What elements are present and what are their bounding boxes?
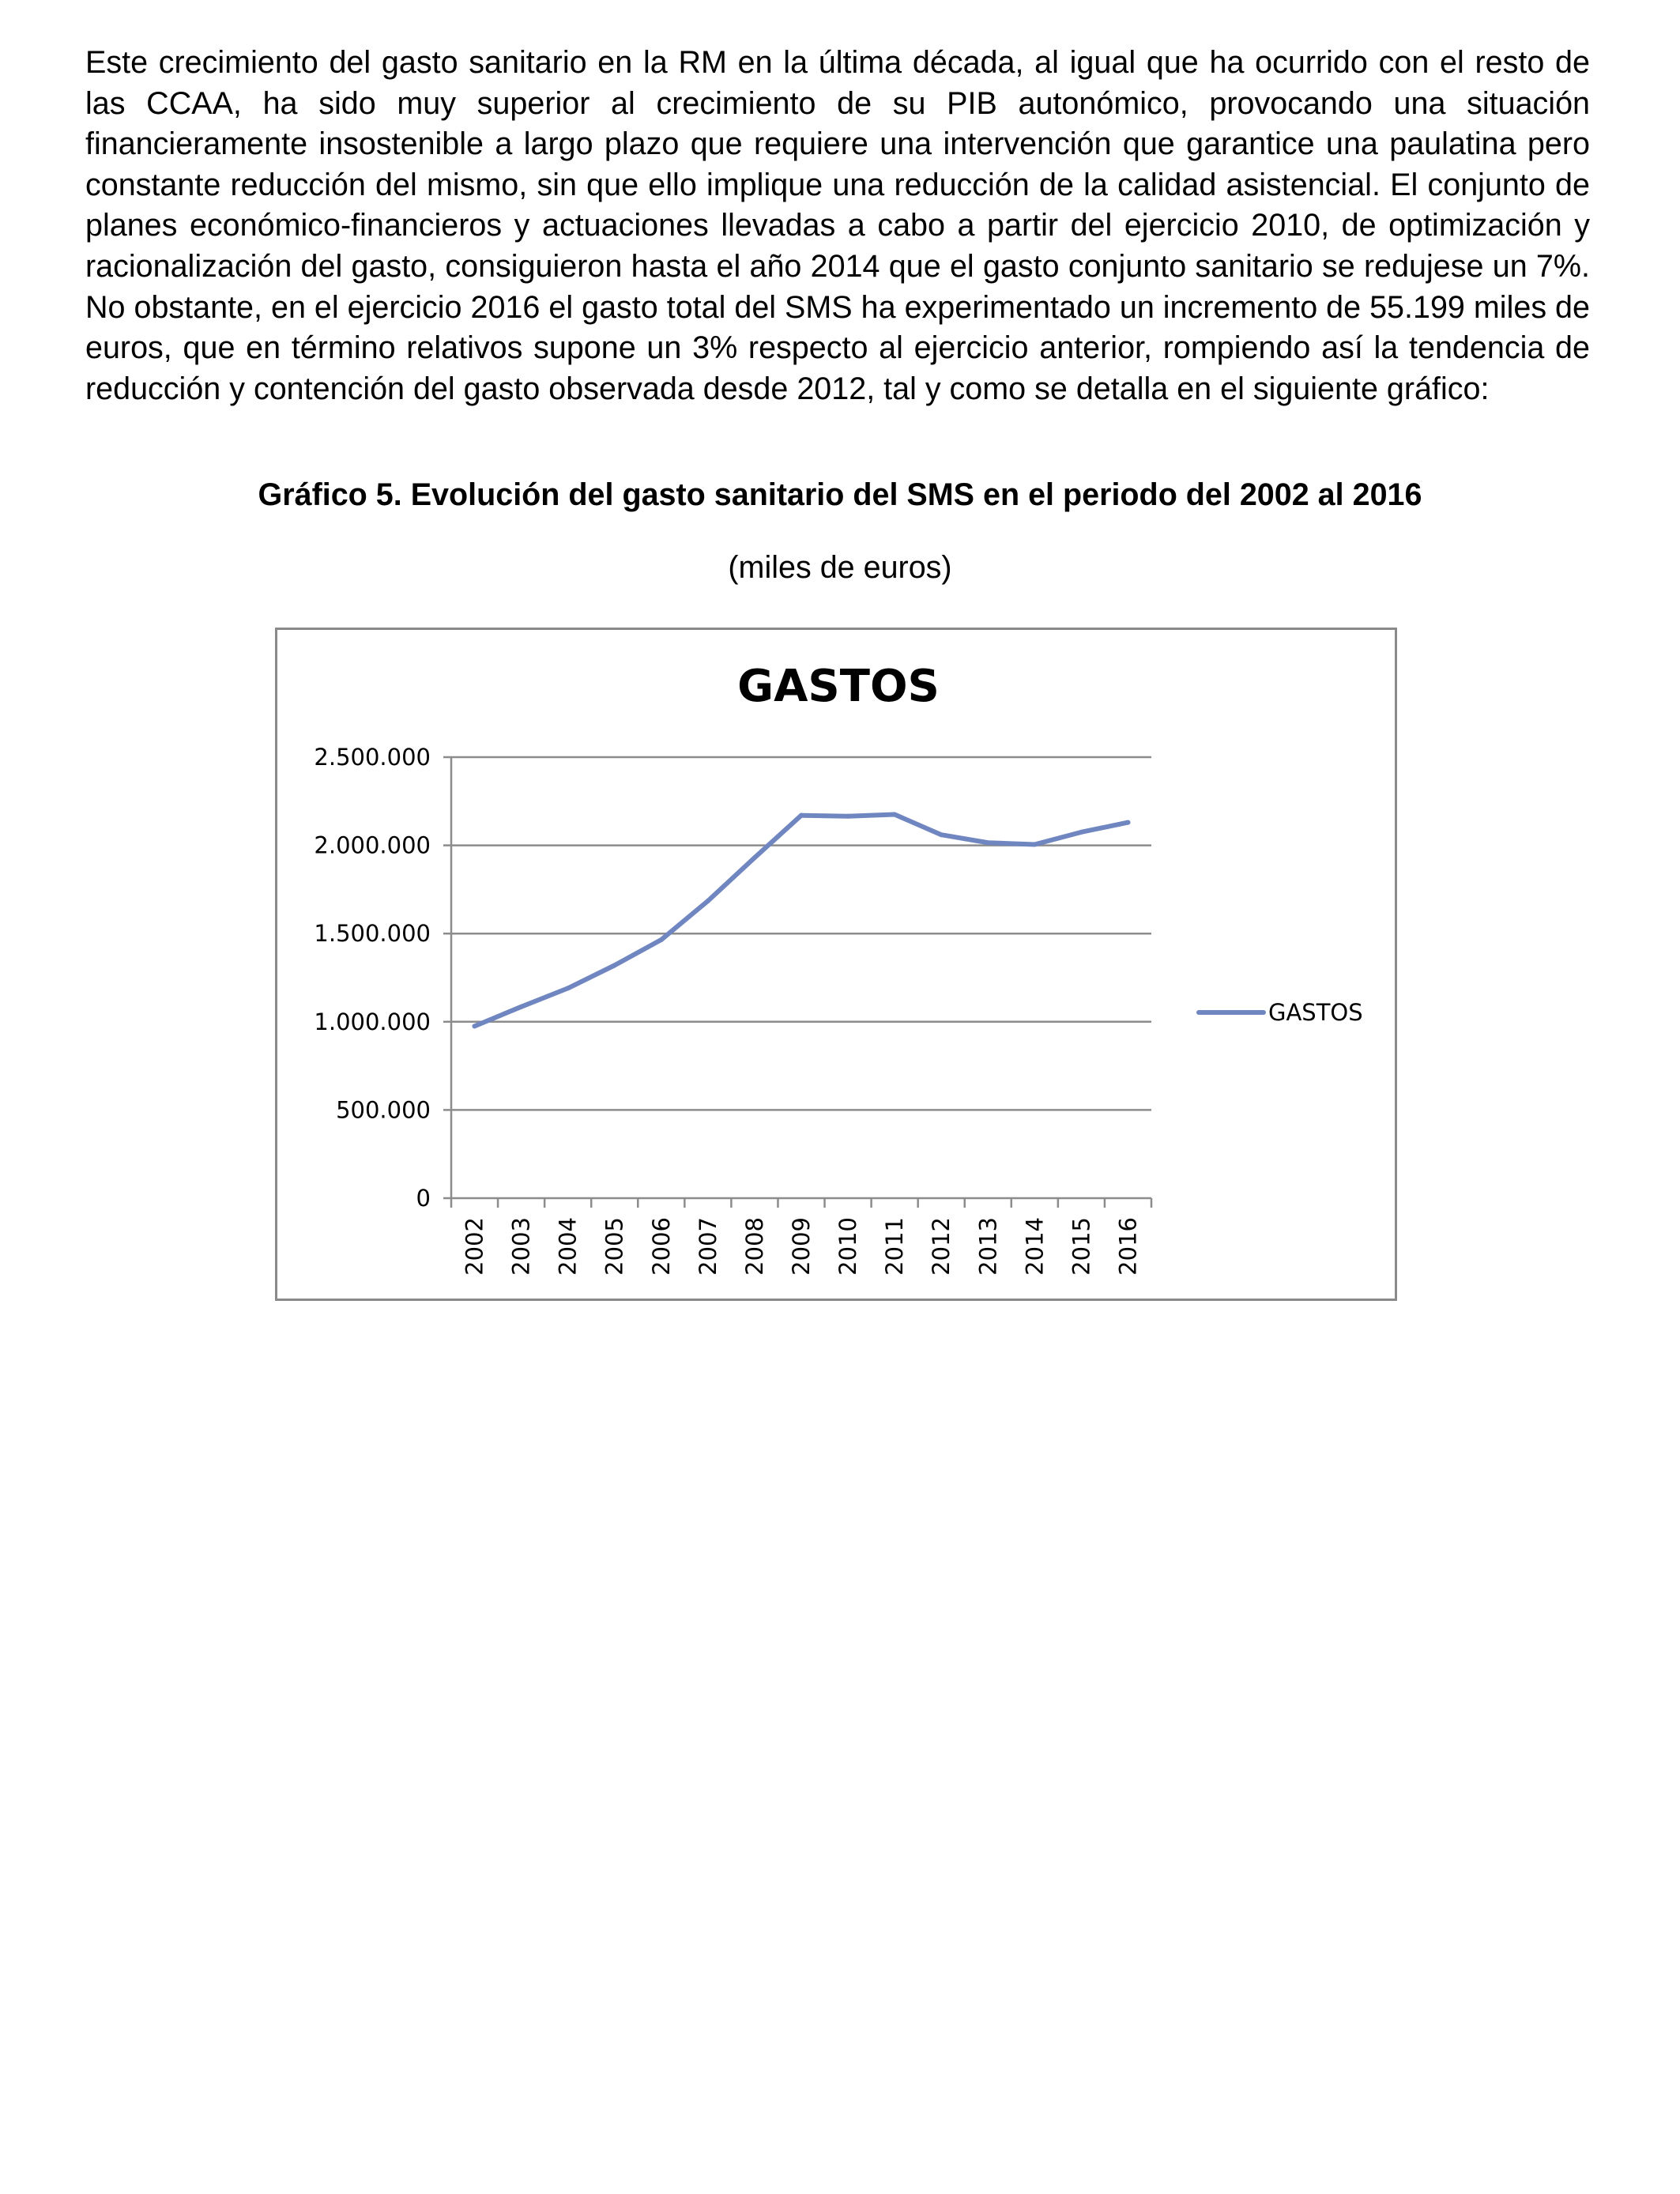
- y-tick-label: 1.500.000: [314, 920, 431, 948]
- x-tick-label: 2011: [881, 1217, 909, 1276]
- data-point: [985, 840, 990, 845]
- body-paragraph: Este crecimiento del gasto sanitario en la RM en la última década, al igual que ha ocurrido con el resto de las CCAA, ha sido muy superior al crecimiento de su PIB autonómico, provocando una situación financieramente insostenible a largo plazo que requiere una intervención que garantice una paulatina pero constante reducción del mismo, sin que ello implique una reducción de la calidad asistencial. El conjunto de planes económico-financieros y actuaciones llevadas a cabo a partir del ejercicio 2010, de optimización y racionalización del gasto, consiguieron hasta el año 2014 que el gasto conjunto sanitario se redujese un 7%. No obstante, en el ejercicio 2016 el gasto total del SMS ha experimentado un incremento de 55.199 miles de euros, que en término relativos supone un 3% respecto al ejercicio anterior, rompiendo así la tendencia de reducción y contención del gasto observada desde 2012, tal y como se detalla en el siguiente gráfico:: [85, 45, 1590, 406]
- data-point: [892, 812, 897, 817]
- chart-frame: [275, 628, 1397, 1301]
- line-chart: [277, 630, 1395, 1299]
- legend-label: GASTOS: [1268, 999, 1363, 1026]
- figure-caption: Gráfico 5. Evolución del gasto sanitario del SMS en el periodo del 2002 al 2016: [258, 477, 1422, 512]
- data-point: [846, 814, 850, 819]
- x-tick-label: 2005: [601, 1217, 628, 1276]
- y-tick-label: 2.000.000: [314, 831, 431, 859]
- data-point: [1032, 842, 1037, 846]
- x-tick-label: 2012: [928, 1217, 955, 1276]
- figure-units: (miles de euros): [728, 550, 952, 585]
- data-point: [1125, 820, 1130, 825]
- data-point: [612, 963, 617, 967]
- data-point: [1079, 830, 1083, 835]
- x-tick-label: 2016: [1114, 1217, 1142, 1276]
- x-tick-label: 2002: [461, 1217, 488, 1276]
- x-tick-label: 2010: [834, 1217, 862, 1276]
- y-tick-label: 1.000.000: [314, 1008, 431, 1035]
- data-point: [799, 813, 804, 818]
- x-tick-label: 2014: [1021, 1217, 1049, 1276]
- data-point: [519, 1005, 524, 1009]
- x-tick-label: 2008: [740, 1217, 768, 1276]
- data-point: [706, 899, 710, 903]
- data-point: [473, 1023, 477, 1028]
- data-point: [659, 937, 664, 942]
- x-tick-label: 2009: [788, 1217, 815, 1276]
- data-point: [939, 832, 944, 837]
- data-point: [566, 986, 571, 990]
- y-tick-label: 500.000: [336, 1096, 431, 1124]
- x-tick-label: 2013: [974, 1217, 1002, 1276]
- x-tick-label: 2003: [507, 1217, 535, 1276]
- x-tick-label: 2006: [647, 1217, 675, 1276]
- x-tick-label: 2015: [1068, 1217, 1095, 1276]
- x-tick-label: 2007: [694, 1217, 721, 1276]
- y-tick-label: 2.500.000: [314, 744, 431, 771]
- chart-title: GASTOS: [737, 661, 940, 712]
- x-tick-label: 2004: [554, 1217, 582, 1276]
- y-tick-label: 0: [416, 1185, 431, 1212]
- data-point: [752, 855, 757, 860]
